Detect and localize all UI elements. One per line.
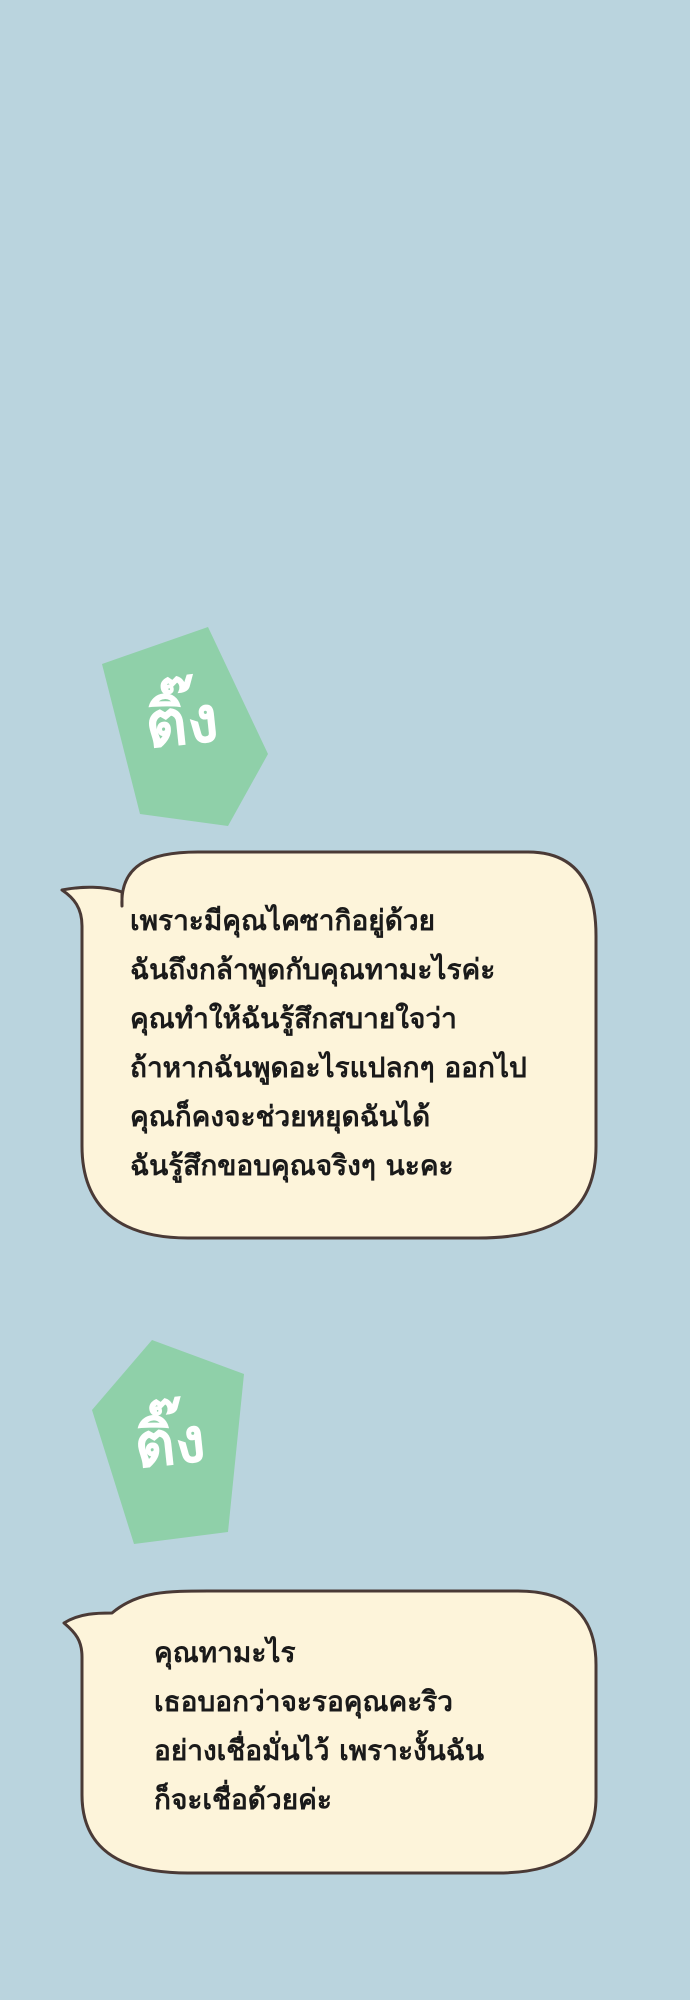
speech-bubble: [58, 846, 604, 1246]
bubble-line: คุณทามะไร: [154, 1636, 296, 1669]
speech-bubble: [58, 1585, 604, 1877]
bubble-line: ฉันรู้สึกขอบคุณจริงๆ นะคะ: [130, 1149, 454, 1182]
speaker-name: ติ๊ง: [141, 682, 222, 764]
bubble-line: คุณทำให้ฉันรู้สึกสบายใจว่า: [130, 1002, 457, 1035]
bubble-line: ฉันถึงกล้าพูดกับคุณทามะไรค่ะ: [130, 953, 496, 986]
bubble-text: [130, 896, 527, 1190]
speaker-tag: [96, 624, 272, 830]
speaker-tag-shape: [96, 624, 272, 830]
bubble-line: เธอบอกว่าจะรอคุณคะริว: [154, 1685, 454, 1718]
bubble-text: [154, 1628, 484, 1824]
bubble-line: อย่างเชื่อมั่นไว้ เพราะงั้นฉัน: [154, 1734, 485, 1767]
bubble-line: เพราะมีคุณไคซากิอยู่ด้วย: [130, 904, 436, 937]
bubble-line: ก็จะเชื่อด้วยค่ะ: [154, 1783, 332, 1816]
bubble-line: ถ้าหากฉันพูดอะไรแปลกๆ ออกไป: [130, 1051, 527, 1084]
speaker-tag: [88, 1336, 248, 1548]
bubble-line: คุณก็คงจะช่วยหยุดฉันได้: [130, 1100, 431, 1133]
speaker-tag-shape: [88, 1336, 248, 1548]
speaker-name: ติ๊ง: [130, 1402, 209, 1483]
